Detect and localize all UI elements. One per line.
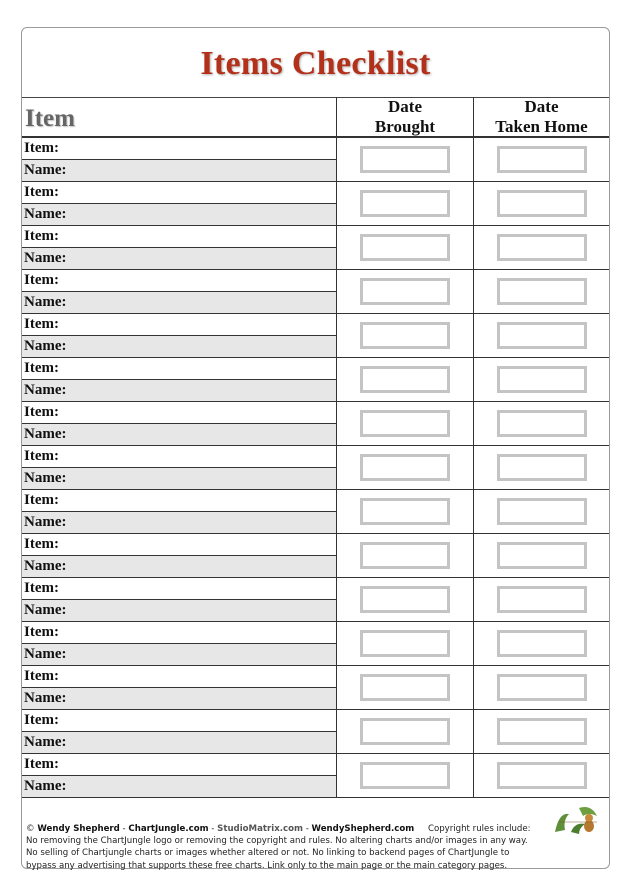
- item-name-cell: [22, 754, 337, 797]
- item-label[interactable]: Item:: [22, 666, 336, 688]
- date-brought-field[interactable]: [360, 234, 450, 261]
- table-row: [22, 666, 609, 710]
- item-label[interactable]: Item:: [22, 754, 336, 776]
- table-row: [22, 446, 609, 490]
- date-brought-cell: [337, 314, 474, 357]
- table-row: [22, 182, 609, 226]
- date-taken-home-field[interactable]: [497, 278, 587, 305]
- separator: -: [302, 824, 312, 834]
- item-label[interactable]: Item:: [22, 490, 336, 512]
- date-brought-cell: [337, 402, 474, 445]
- separator: -: [208, 824, 218, 834]
- item-name-cell: [22, 402, 337, 445]
- date-taken-home-field[interactable]: [497, 674, 587, 701]
- date-taken-home-cell: [474, 622, 609, 665]
- date-brought-cell: [337, 138, 474, 181]
- date-taken-home-cell: [474, 666, 609, 709]
- item-label[interactable]: Item:: [22, 534, 336, 556]
- date-brought-cell: [337, 358, 474, 401]
- date-taken-home-field[interactable]: [497, 322, 587, 349]
- name-label[interactable]: Name:: [22, 512, 336, 534]
- header-date-brought: [337, 97, 474, 136]
- date-brought-cell: [337, 270, 474, 313]
- date-brought-cell: [337, 226, 474, 269]
- date-brought-field[interactable]: [360, 146, 450, 173]
- date-brought-cell: [337, 490, 474, 533]
- date-brought-field[interactable]: [360, 322, 450, 349]
- date-brought-field[interactable]: [360, 762, 450, 789]
- name-label[interactable]: Name:: [22, 380, 336, 402]
- table-row: [22, 314, 609, 358]
- copyright-symbol: ©: [26, 824, 35, 834]
- date-taken-home-field[interactable]: [497, 542, 587, 569]
- date-brought-cell: [337, 710, 474, 753]
- item-label[interactable]: Item:: [22, 182, 336, 204]
- date-taken-home-field[interactable]: [497, 718, 587, 745]
- header-date-brought-line1: Date: [388, 96, 422, 116]
- table-header: [22, 97, 609, 138]
- name-label[interactable]: Name:: [22, 160, 336, 182]
- date-taken-home-cell: [474, 358, 609, 401]
- date-taken-home-cell: [474, 490, 609, 533]
- item-label[interactable]: Item:: [22, 622, 336, 644]
- header-date-brought-line2: Brought: [374, 116, 436, 136]
- item-label[interactable]: Item:: [22, 226, 336, 248]
- item-name-cell: [22, 182, 337, 225]
- date-taken-home-cell: [474, 754, 609, 797]
- table-body: [22, 138, 609, 798]
- item-label[interactable]: Item:: [22, 314, 336, 336]
- name-label[interactable]: Name:: [22, 204, 336, 226]
- item-name-cell: [22, 578, 337, 621]
- date-taken-home-field[interactable]: [497, 190, 587, 217]
- title-area: [22, 28, 609, 98]
- header-item: Item: [22, 97, 337, 136]
- date-taken-home-field[interactable]: [497, 234, 587, 261]
- table-row: [22, 754, 609, 798]
- item-name-cell: [22, 270, 337, 313]
- name-label[interactable]: Name:: [22, 644, 336, 666]
- date-brought-field[interactable]: [360, 410, 450, 437]
- date-brought-field[interactable]: [360, 278, 450, 305]
- copyright-text: [26, 823, 606, 872]
- item-label[interactable]: Item:: [22, 446, 336, 468]
- table-row: [22, 710, 609, 754]
- date-taken-home-cell: [474, 182, 609, 225]
- name-label[interactable]: Name:: [22, 776, 336, 798]
- item-name-cell: [22, 534, 337, 577]
- rules-intro: Copyright rules include:: [427, 824, 531, 834]
- table-row: [22, 270, 609, 314]
- name-label[interactable]: Name:: [22, 556, 336, 578]
- date-brought-cell: [337, 754, 474, 797]
- date-brought-cell: [337, 666, 474, 709]
- footer: [22, 802, 609, 871]
- name-label[interactable]: Name:: [22, 688, 336, 710]
- name-label[interactable]: Name:: [22, 732, 336, 754]
- date-brought-cell: [337, 622, 474, 665]
- item-name-cell: [22, 490, 337, 533]
- checklist-sheet: [21, 27, 610, 869]
- date-brought-cell: [337, 182, 474, 225]
- header-date-taken-line1: Date: [524, 96, 559, 116]
- date-brought-field[interactable]: [360, 630, 450, 657]
- table-row: [22, 226, 609, 270]
- date-brought-field[interactable]: [360, 718, 450, 745]
- date-taken-home-field[interactable]: [497, 630, 587, 657]
- header-date-taken-home: [474, 97, 609, 136]
- date-taken-home-field[interactable]: [497, 146, 587, 173]
- date-taken-home-field[interactable]: [497, 762, 587, 789]
- date-brought-cell: [337, 446, 474, 489]
- name-label[interactable]: Name:: [22, 600, 336, 622]
- item-name-cell: [22, 138, 337, 181]
- copyright-line-1: [26, 823, 606, 835]
- table-row: [22, 622, 609, 666]
- table-row: [22, 358, 609, 402]
- item-label[interactable]: Item:: [22, 358, 336, 380]
- date-brought-cell: [337, 534, 474, 577]
- table-row: [22, 138, 609, 182]
- date-taken-home-cell: [474, 314, 609, 357]
- item-name-cell: [22, 622, 337, 665]
- checklist-table: [22, 97, 609, 798]
- date-taken-home-field[interactable]: [497, 498, 587, 525]
- item-label[interactable]: Item:: [22, 710, 336, 732]
- table-row: [22, 534, 609, 578]
- item-name-cell: [22, 358, 337, 401]
- date-brought-field[interactable]: [360, 542, 450, 569]
- date-brought-cell: [337, 578, 474, 621]
- table-row: [22, 578, 609, 622]
- date-taken-home-field[interactable]: [497, 366, 587, 393]
- date-brought-field[interactable]: [360, 366, 450, 393]
- date-taken-home-cell: [474, 138, 609, 181]
- table-row: [22, 402, 609, 446]
- item-name-cell: [22, 446, 337, 489]
- item-label[interactable]: Item:: [22, 270, 336, 292]
- date-brought-field[interactable]: [360, 498, 450, 525]
- site-link-studiomatrix[interactable]: StudioMatrix.com: [217, 824, 303, 834]
- site-link-chartjungle[interactable]: ChartJungle.com: [128, 824, 209, 834]
- copyright-line-2: No removing the ChartJungle logo or removing the copyright and rules. No altering charts and/or images in any way.: [26, 836, 528, 847]
- date-taken-home-cell: [474, 226, 609, 269]
- item-name-cell: [22, 710, 337, 753]
- header-date-taken-line2: Taken Home: [495, 116, 588, 136]
- date-taken-home-field[interactable]: [497, 454, 587, 481]
- name-label[interactable]: Name:: [22, 248, 336, 270]
- date-taken-home-cell: [474, 578, 609, 621]
- item-label[interactable]: Item:: [22, 138, 336, 160]
- name-label[interactable]: Name:: [22, 468, 336, 490]
- copyright-line-4: bypass any advertising that supports these free charts. Link only to the main page or the main category pages.: [26, 860, 508, 871]
- date-brought-field[interactable]: [360, 190, 450, 217]
- date-taken-home-cell: [474, 710, 609, 753]
- name-label[interactable]: Name:: [22, 336, 336, 358]
- copyright-line-3: No selling of Chartjungle charts or images whether altered or not. No linking to backend pages of ChartJungle to: [26, 848, 510, 859]
- date-taken-home-cell: [474, 270, 609, 313]
- name-label[interactable]: Name:: [22, 292, 336, 314]
- item-label[interactable]: Item:: [22, 578, 336, 600]
- date-brought-field[interactable]: [360, 674, 450, 701]
- site-link-wendyshepherd[interactable]: WendyShepherd.com: [311, 824, 415, 834]
- date-taken-home-cell: [474, 446, 609, 489]
- table-row: [22, 490, 609, 534]
- date-taken-home-field[interactable]: [497, 586, 587, 613]
- date-taken-home-cell: [474, 534, 609, 577]
- item-name-cell: [22, 314, 337, 357]
- date-brought-field[interactable]: [360, 454, 450, 481]
- date-brought-field[interactable]: [360, 586, 450, 613]
- author-name: Wendy Shepherd: [37, 824, 120, 834]
- item-label[interactable]: Item:: [22, 402, 336, 424]
- item-name-cell: [22, 666, 337, 709]
- name-label[interactable]: Name:: [22, 424, 336, 446]
- date-taken-home-field[interactable]: [497, 410, 587, 437]
- page-title: Items Checklist: [200, 44, 431, 82]
- date-taken-home-cell: [474, 402, 609, 445]
- item-name-cell: [22, 226, 337, 269]
- separator: -: [119, 824, 129, 834]
